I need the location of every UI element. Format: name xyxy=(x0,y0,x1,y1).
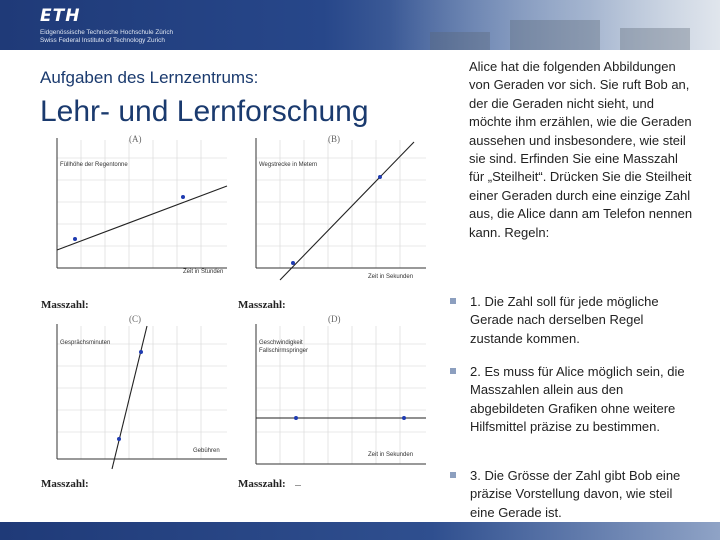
point-b1 xyxy=(291,261,295,265)
point-b2 xyxy=(378,175,382,179)
bullet-marker-3 xyxy=(450,472,456,478)
panel-a-label: (A) xyxy=(129,134,142,144)
header-banner xyxy=(0,0,720,50)
panel-a-xlabel: Zeit in Stunden xyxy=(183,269,224,275)
panel-d-label: (D) xyxy=(328,314,341,324)
graph-a-svg xyxy=(37,128,232,288)
graph-b-svg xyxy=(236,128,431,288)
graph-d-svg xyxy=(236,314,431,474)
rule-1: 1. Die Zahl soll für jede mögliche Gerade nach derselben Regel zustande kommen. xyxy=(470,294,659,346)
task-description: Alice hat die folgenden Abbildungen von Geraden vor sich. Sie ruft Bob an, der die Geraden nicht sieht, und möchte ihm erzählen, wie die Geraden aussehen und insbesondere, wie steil sie sind. Erfinden Sie eine Masszahl für „Steilheit“. Drücken Sie die Steilheit einer Geraden durch eine einzige Zahl aus, die Alice dann am Telefon nennen kann. Regeln: xyxy=(469,59,693,240)
masszahl-label-c: Masszahl: xyxy=(41,478,89,490)
masszahl-label-d: Masszahl: xyxy=(238,478,286,490)
point-c2 xyxy=(139,350,143,354)
institution-name-en: Swiss Federal Institute of Technology Zurich xyxy=(40,37,165,44)
masszahl-answer-line xyxy=(295,485,301,486)
panel-c-ylabel: Gesprächsminuten xyxy=(60,340,111,346)
slide-title: Lehr- und Lernforschung xyxy=(40,95,369,128)
panel-d-xlabel: Zeit in Sekunden xyxy=(368,452,414,458)
panel-d-ylabel-1: Geschwindigkeit xyxy=(259,340,303,346)
panel-a-ylabel: Füllhöhe der Regentonne xyxy=(60,162,128,168)
panel-b-label: (B) xyxy=(328,134,340,144)
masszahl-label-b: Masszahl: xyxy=(238,299,286,311)
slide-subtitle: Aufgaben des Lernzentrums: xyxy=(40,68,259,87)
panel-b-ylabel: Wegstrecke in Metern xyxy=(259,162,318,168)
graph-panel-c xyxy=(37,314,232,474)
rule-3: 3. Die Grösse der Zahl gibt Bob eine präzise Vorstellung davon, wie steil eine Gerade ist. xyxy=(470,468,681,520)
graph-panel-a xyxy=(37,128,232,288)
panel-b-xlabel: Zeit in Sekunden xyxy=(368,274,414,280)
point-c1 xyxy=(117,437,121,441)
eth-logo: ETH xyxy=(40,6,81,26)
bullet-marker-1 xyxy=(450,298,456,304)
graph-panel-d xyxy=(236,314,431,474)
graph-panel-b xyxy=(236,128,431,288)
panel-d-ylabel-2: Fallschirmspringer xyxy=(259,348,309,354)
point-d1 xyxy=(294,416,298,420)
bullet-marker-2 xyxy=(450,368,456,374)
point-d2 xyxy=(402,416,406,420)
line-a xyxy=(57,186,227,250)
point-a2 xyxy=(181,195,185,199)
panel-c-xlabel: Gebühren xyxy=(193,448,220,454)
panel-c-label: (C) xyxy=(129,314,141,324)
point-a1 xyxy=(73,237,77,241)
building-photo xyxy=(390,0,720,50)
figure-grid xyxy=(37,128,435,494)
rule-2: 2. Es muss für Alice möglich sein, die Masszahlen allein aus den abgebildeten Grafiken ohne weitere Hilfsmittel präzise zu bestimmen. xyxy=(470,364,685,435)
line-c xyxy=(112,326,147,469)
institution-name-de: Eidgenössische Technische Hochschule Zürich xyxy=(40,29,174,36)
footer-bar xyxy=(0,522,720,540)
masszahl-label-a: Masszahl: xyxy=(41,299,89,311)
